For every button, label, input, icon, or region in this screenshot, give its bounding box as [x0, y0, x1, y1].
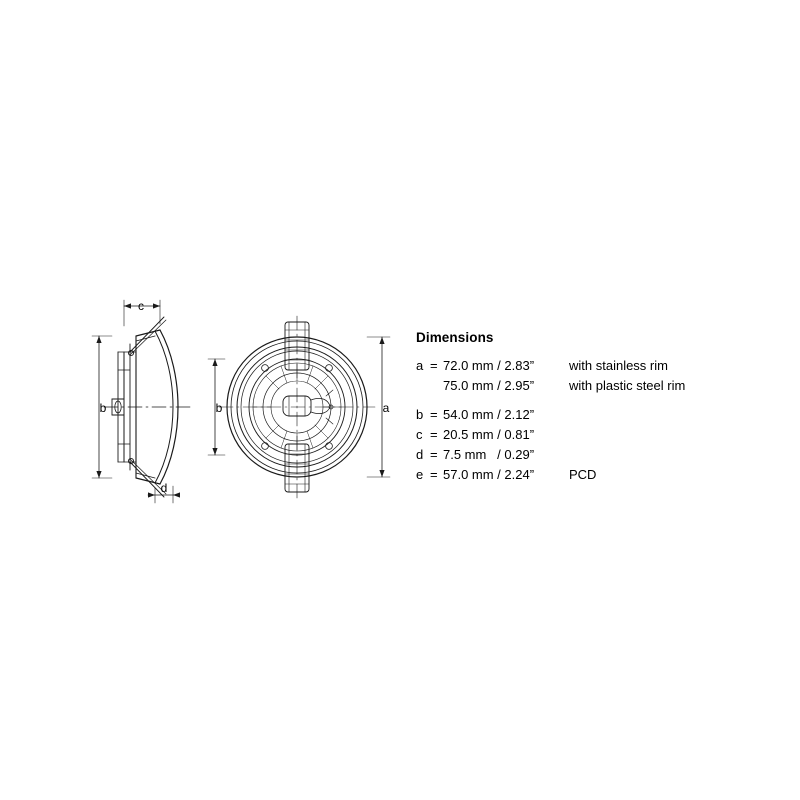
dimensions-title: Dimensions [416, 330, 494, 345]
dimension-key: a [416, 358, 424, 373]
dimension-row-a [416, 356, 786, 376]
dimension-note: with plastic steel rim [569, 378, 686, 393]
dimension-value: 57.0 mm / 2.24” [443, 467, 535, 482]
dimension-equals: = [430, 427, 438, 442]
dimension-row-e [416, 465, 786, 485]
dimension-value: 75.0 mm / 2.95” [443, 378, 535, 393]
front-view [208, 316, 390, 498]
callout-b-front: b [215, 401, 223, 415]
dimension-key: c [416, 427, 423, 442]
dimension-key: b [416, 407, 424, 422]
side-section-view [92, 300, 190, 503]
dimension-value: 54.0 mm / 2.12” [443, 407, 535, 422]
callout-d-side: d [160, 481, 168, 495]
dimension-row-d [416, 445, 786, 465]
dimension-equals: = [430, 467, 438, 482]
dimension-row-a-alt [416, 376, 786, 396]
dimension-equals: = [430, 407, 438, 422]
dimension-row-b [416, 405, 786, 425]
dimension-equals: = [430, 447, 438, 462]
dimension-row-c [416, 425, 786, 445]
callout-a-front: a [382, 401, 390, 415]
dimension-key: d [416, 447, 424, 462]
dimension-equals: = [430, 358, 438, 373]
dimension-value: 20.5 mm / 0.81” [443, 427, 535, 442]
callout-b-side: b [99, 401, 107, 415]
dimensions-panel [416, 330, 786, 485]
dimension-key: e [416, 467, 424, 482]
dimension-note: with stainless rim [569, 358, 668, 373]
callout-c-side: c [138, 299, 144, 313]
dimension-value: 72.0 mm / 2.83” [443, 358, 535, 373]
dimension-value: 7.5 mm / 0.29” [443, 447, 535, 462]
dimension-note: PCD [569, 467, 597, 482]
